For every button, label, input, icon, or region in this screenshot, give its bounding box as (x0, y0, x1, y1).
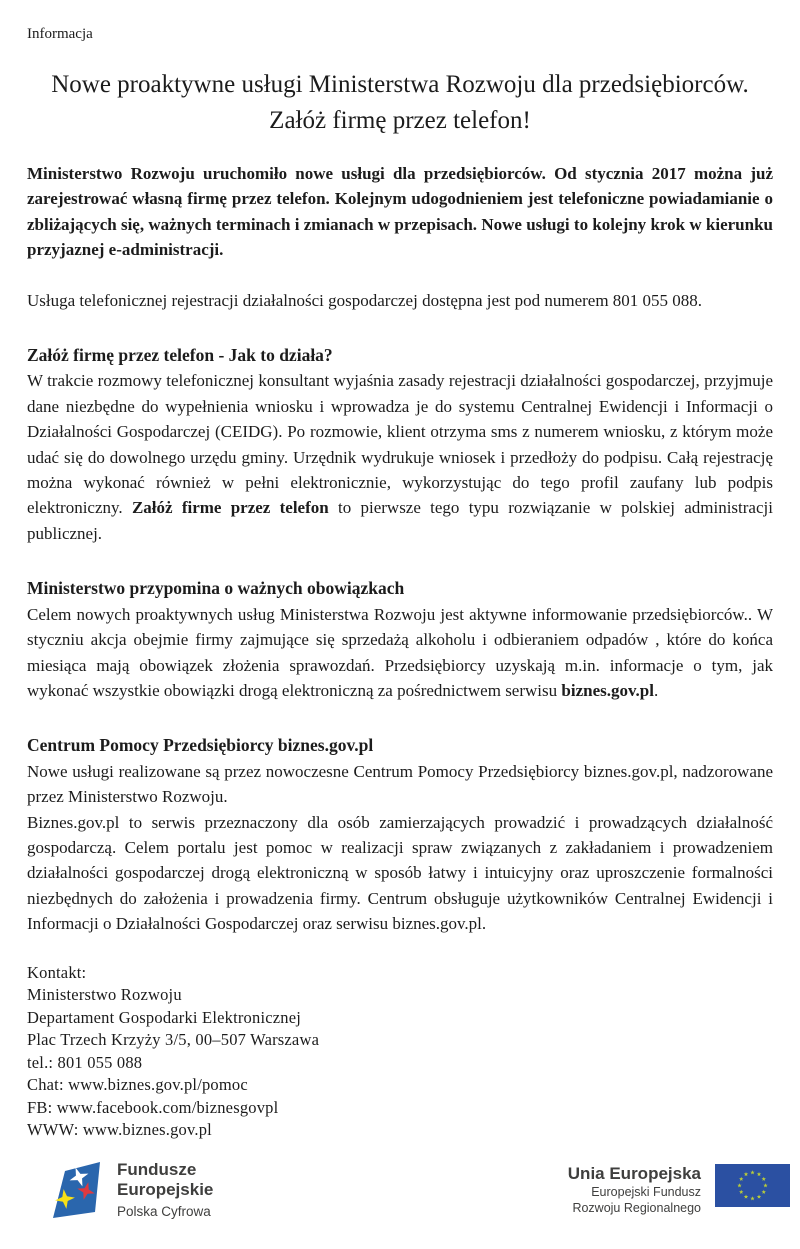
how-it-works-text: W trakcie rozmowy telefonicznej konsultant wyjaśnia zasady rejestracji działalności gospodarczej, przyjmuje dane niezbędne do wypełnienia wniosku i wprowadza je do systemu Centralnej Ewidencji i Informacji o Działalności Gospodarczej (CEIDG). Po rozmowie, klient otrzyma sms z numerem wniosku, z którym może udać się do dowolnego urzędu gminy. Urzędnik wydrukuje wniosek i przedłoży do podpisu. Całą rejestrację można wykonać również w pełni elektronicznie, wykorzystując do tego profil zaufany lub podpis elektroniczny. (27, 371, 773, 518)
contact-address: Plac Trzech Krzyży 3/5, 00–507 Warszawa (27, 1030, 320, 1050)
doc-label: Informacja (27, 26, 93, 42)
section-heading-obligations: Ministerstwo przypomina o ważnych obowiązkach (27, 578, 405, 599)
fundusze-europejskie-text (117, 1160, 213, 1221)
fundusze-europejskie-flag-icon (52, 1161, 102, 1219)
unia-europejska-subtitle-line2: Rozwoju Regionalnego (572, 1200, 701, 1215)
unia-europejska-logo (568, 1160, 790, 1216)
contact-block (27, 962, 773, 1142)
phone-info-paragraph: Usługa telefonicznej rejestracji działalności gospodarczej dostępna jest pod numerem 801 055 088. (27, 290, 703, 310)
footer-logos (52, 1160, 790, 1221)
fe-title-line1: Fundusze (117, 1159, 197, 1179)
contact-label: Kontakt: (27, 962, 87, 982)
help-center-paragraph-2: Biznes.gov.pl to serwis przeznaczony dla osób zamierzających prowadzić i prowadzących działalność gospodarczą. Celem portalu jest pomoc w realizacji spraw związanych z zakładaniem i prowadzeniem działalności gospodarczej drogą elektroniczną w sposób łatwy i intuicyjny oraz uproszczenie formalności niezbędnych do założenia i prowadzenia firmy. Centrum obsługuje użytkowników Centralnej Ewidencji i Informacji o Działalności Gospodarczej oraz serwisu biznes.gov.pl. (27, 812, 773, 934)
contact-facebook-url: FB: www.facebook.com/biznesgovpl (27, 1097, 279, 1117)
obligations-text-end: . (653, 680, 659, 700)
contact-www-url: WWW: www.biznes.gov.pl (27, 1120, 212, 1140)
obligations-bold-phrase: biznes.gov.pl (561, 680, 654, 700)
help-center-paragraph-1: Nowe usługi realizowane są przez nowoczesne Centrum Pomocy Przedsiębiorcy biznes.gov.pl, nadzorowane przez Ministerstwo Rozwoju. (27, 761, 773, 807)
section-heading-help-center: Centrum Pomocy Przedsiębiorcy biznes.gov.pl (27, 735, 374, 756)
unia-europejska-subtitle-line1: Europejski Fundusz (591, 1184, 701, 1199)
fundusze-europejskie-title (117, 1160, 213, 1200)
obligations-paragraph (27, 602, 773, 704)
how-it-works-text-end: to pierwsze tego typu rozwiązanie w polskiej administracji publicznej. (27, 498, 773, 543)
how-it-works-paragraph (27, 368, 773, 546)
page-title-line1: Nowe proaktywne usługi Ministerstwa Rozwoju dla przedsiębiorców. (51, 71, 749, 98)
contact-chat-url: Chat: www.biznes.gov.pl/pomoc (27, 1075, 248, 1095)
fe-title-line2: Europejskie (117, 1179, 214, 1199)
contact-department: Departament Gospodarki Elektronicznej (27, 1007, 302, 1027)
section-heading-how-it-works: Załóż firmę przez telefon - Jak to działa? (27, 345, 333, 366)
eu-flag-icon (715, 1164, 790, 1207)
contact-phone: tel.: 801 055 088 (27, 1052, 143, 1072)
how-it-works-bold-phrase: Załóż firme przez telefon (131, 498, 329, 518)
contact-ministry: Ministerstwo Rozwoju (27, 985, 182, 1005)
fundusze-europejskie-subtitle: Polska Cyfrowa (117, 1203, 211, 1219)
lead-paragraph: Ministerstwo Rozwoju uruchomiło nowe usługi dla przedsiębiorców. Od stycznia 2017 można już zarejestrować własną firmę przez telefon. Kolejnym udogodnieniem jest telefoniczne powiadamianie o zbliżających się, ważnych terminach i zmianach w przepisach. Nowe usługi to kolejny krok w kierunku przyjaznej e-administracji. (27, 164, 773, 260)
obligations-text: Celem nowych proaktywnych usług Ministerstwa Rozwoju jest aktywne informowanie przedsiębiorców.. W styczniu akcja obejmie firmy zajmujące się sprzedażą alkoholu i odbieraniem odpadów , które do końca miesiąca mają obowiązek złożenia sprawozdań. Przedsiębiorcy uzyskają m.in. informacje o tym, jak wykonać wszystkie obowiązki drogą elektroniczną za pośrednictwem serwisu (27, 604, 773, 700)
unia-europejska-title: Unia Europejska (567, 1163, 701, 1183)
page-title (27, 67, 773, 139)
fundusze-europejskie-logo (52, 1160, 213, 1221)
unia-europejska-text (568, 1164, 701, 1216)
page-title-line2: Załóż firmę przez telefon! (269, 107, 531, 134)
